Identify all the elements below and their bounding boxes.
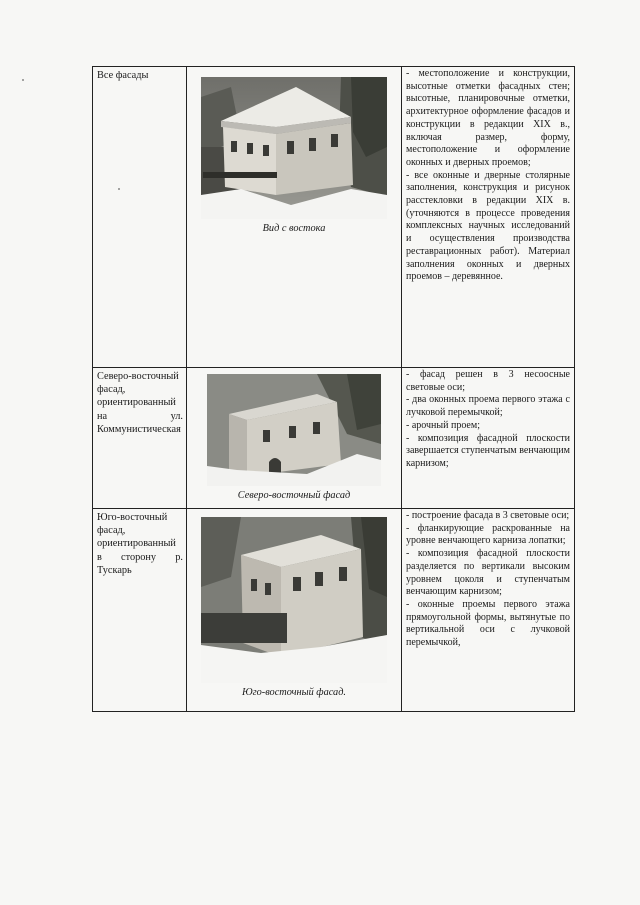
photo-caption: Вид с востока xyxy=(262,223,326,234)
facade-label: Северо-восточный фасад, ориентированный на ул. Коммунистическая xyxy=(97,371,183,435)
description-paragraph: - местоположение и конструкции, высотные отметки фасадных стен; высотные, планировочные отметки, архитектурное оформление фасадов и конструкции в редакции XIX в., включая размер, форму, местоположение и оформление оконных и дверных проемов; xyxy=(406,68,570,168)
facade-label: Юго-восточный фасад, ориентированный в сторону р. Тускарь xyxy=(97,512,183,576)
description-paragraph: - фасад решен в 3 несоосные световые оси; xyxy=(406,369,570,393)
description-paragraph: - два оконных проема первого этажа с лучковой перемычкой; xyxy=(406,394,570,419)
facade-description xyxy=(402,509,574,652)
facade-label: Все фасады xyxy=(97,70,149,81)
facade-description xyxy=(402,368,574,473)
building-photo-southeast xyxy=(201,517,387,683)
facade-table xyxy=(92,66,575,712)
description-paragraph: - арочный проем; xyxy=(406,419,480,431)
description-paragraph: - композиция фасадной плоскости разделяется по вертикали высоким уровнем цоколя и ступенчатым венчающим карнизом; xyxy=(406,548,570,598)
photo-caption: Северо-восточный фасад xyxy=(237,490,351,501)
table-row xyxy=(93,509,575,712)
description-paragraph: - все оконные и дверные столярные заполнения, конструкция и рисунок расстекловки в редакции XIX в. (уточняются в процессе проведения комплексных научных исследований и осуществления производства реставрационных работ). Материал заполнения оконных и дверных проемов – деревянное. xyxy=(406,169,570,283)
scan-speck xyxy=(22,79,24,81)
building-photo-east xyxy=(201,77,387,219)
description-paragraph: - фланкирующие раскрованные на уровне венчающего карниза лопатки; xyxy=(406,522,570,547)
building-photo-northeast xyxy=(207,374,381,486)
table-row xyxy=(93,67,575,368)
description-paragraph: - композиция фасадной плоскости завершается ступенчатым венчающим карнизом; xyxy=(406,432,570,469)
facade-description xyxy=(402,67,574,286)
description-paragraph: - оконные проемы первого этажа прямоугольной формы, вытянутые по вертикальной оси с лучковой перемычкой, xyxy=(406,598,570,649)
table-row xyxy=(93,368,575,509)
description-paragraph: - построение фасада в 3 световые оси; xyxy=(406,510,570,521)
photo-caption: Юго-восточный фасад. xyxy=(241,687,346,698)
